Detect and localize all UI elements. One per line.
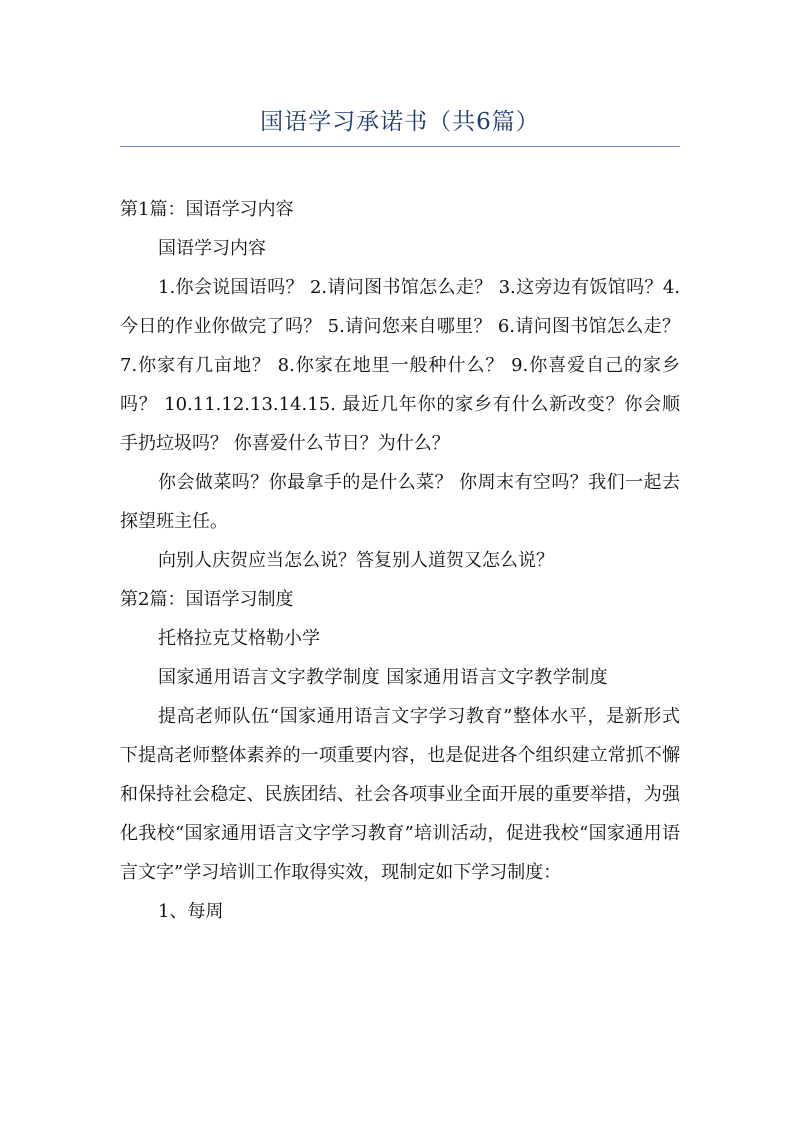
section-heading: 第1篇：国语学习内容 [120, 199, 294, 220]
section-heading: 第2篇：国语学习制度 [120, 589, 294, 610]
paragraph: 向别人庆贺应当怎么说？答复别人道贺又怎么说？ [158, 550, 554, 571]
document-title: 国语学习承诺书（共6篇） [260, 109, 540, 135]
paragraph: 提高老师队伍“国家通用语言文字学习教育”整体水平，是新形式下提高老师整体素养的一项重要内容，也是促进各个组织建立常抓不懈和保持社会稳定、民族团结、社会各项事业全面开展的重要举措，为强化我校“国家通用语言文字学习教育”培训活动，促进我校“国家通用语言文字”学习培训工作取得实效，现制定如下学习制度： [120, 706, 680, 883]
paragraph: 你会做菜吗？你最拿手的是什么菜？ 你周末有空吗？我们一起去探望班主任。 [120, 472, 680, 532]
paragraph: 托格拉克艾格勒小学 [158, 628, 320, 649]
paragraph: 1、每周 [158, 901, 224, 922]
title-divider [120, 146, 680, 147]
paragraph: 国家通用语言文字教学制度 国家通用语言文字教学制度 [158, 667, 609, 688]
paragraph: 1.你会说国语吗？ 2.请问图书馆怎么走？ 3.这旁边有饭馆吗？4.今日的作业你做完了吗？ 5.请问您来自哪里？ 6.请问图书馆怎么走？ 7.你家有几亩地？ 8.你家在地里一般种什么？ 9.你喜爱自己的家乡吗？ 10.11.12.13.14.15. 最近几年你的家乡有什么新改变？你会顺手扔垃圾吗？ 你喜爱什么节日？为什么？ [120, 277, 680, 454]
document-body [120, 190, 680, 931]
paragraph: 国语学习内容 [158, 238, 266, 259]
